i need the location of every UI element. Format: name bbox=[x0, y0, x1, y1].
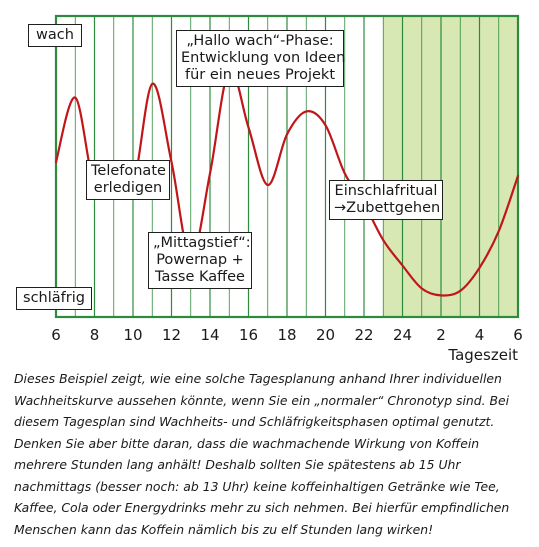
annotation-line: →Zubettgehen bbox=[334, 200, 441, 216]
x-tick-label: 6 bbox=[51, 326, 61, 344]
annotation-line: Telefonate bbox=[91, 163, 166, 179]
annotation-line: Einschlafritual bbox=[334, 183, 438, 199]
annotation-line: „Hallo wach“-Phase: bbox=[186, 33, 334, 49]
annotation-einschlafritual bbox=[329, 180, 443, 220]
x-tick-label: 24 bbox=[392, 326, 413, 344]
annotation-line: für ein neues Projekt bbox=[184, 67, 336, 83]
x-axis-label: Tageszeit bbox=[448, 346, 518, 364]
y-label-schlaefrig: schläfrig bbox=[16, 287, 92, 310]
x-tick-label: 8 bbox=[89, 326, 100, 344]
annotation-line: erledigen bbox=[93, 180, 163, 196]
y-label-wach: wach bbox=[28, 24, 82, 47]
x-tick-label: 22 bbox=[354, 326, 374, 344]
x-tick-label: 12 bbox=[161, 326, 182, 344]
x-tick-label: 4 bbox=[474, 326, 485, 344]
annotation-telefonate bbox=[86, 160, 170, 200]
x-tick-label: 14 bbox=[200, 326, 220, 344]
x-tick-label: 18 bbox=[277, 326, 297, 344]
night-shaded-region bbox=[383, 16, 518, 317]
x-tick-label: 6 bbox=[513, 326, 523, 344]
x-tick-label: 16 bbox=[238, 326, 259, 344]
annotation-line: Tasse Kaffee bbox=[155, 269, 245, 285]
x-tick-label: 2 bbox=[436, 326, 446, 344]
x-tick-label: 10 bbox=[123, 326, 143, 344]
figure-caption: Dieses Beispiel zeigt, wie eine solche Tagesplanung anhand Ihrer individuellen Wachheitskurve aussehen könnte, wenn Sie ein „normaler“ Chronotyp sind. Bei diesem Tagesplan sind Wachheits- und Schläfrigkeitsphasen optimal genutzt. Denken Sie aber bitte daran, dass die wachmachende Wirkung von Koffein mehrere Stunden lang anhält! Deshalb sollten Sie spätestens ab 15 Uhr nachmittags (besser noch: ab 13 Uhr) keine koffeinhaltigen Getränke wie Tee, Kaffee, Cola oder Energydrinks mehr zu sich nehmen. Bei hierfür empfindlichen Menschen kann das Koffein nämlich bis zu elf Stunden lang wirken! bbox=[14, 371, 510, 537]
tick-layer bbox=[51, 326, 523, 364]
annotation-line: Entwicklung von Ideen bbox=[181, 50, 346, 66]
annotation-line: Powernap + bbox=[156, 252, 244, 268]
annotation-mittagstief bbox=[148, 232, 252, 289]
x-tick-label: 20 bbox=[315, 326, 336, 344]
annotation-line: „Mittagstief“: bbox=[153, 235, 251, 251]
annotation-hallo-wach bbox=[176, 30, 344, 87]
